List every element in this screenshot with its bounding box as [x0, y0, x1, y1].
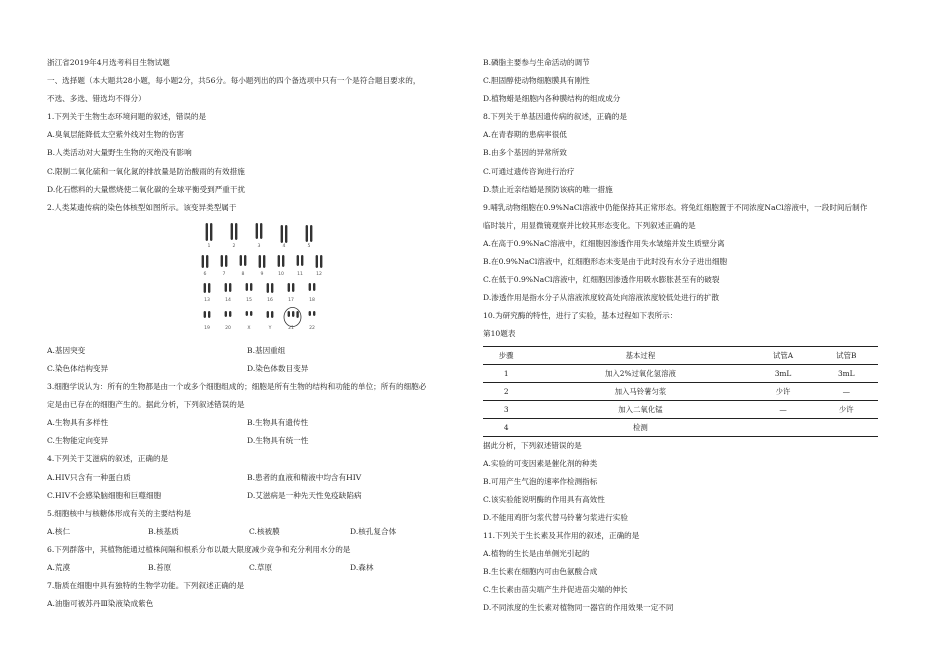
chromosome-label: 12 — [316, 271, 322, 277]
table-header: 基本过程 — [529, 346, 751, 364]
q9-stem-line-2: 临时装片，用显微镜观察并比较其形态变化。下列叙述正确的是 — [483, 220, 696, 230]
q2-option-a: A.基因突变 — [47, 345, 86, 355]
chromosome-label: Y — [268, 325, 272, 331]
chromosome — [281, 225, 283, 243]
q5-option-b: B.核基质 — [148, 526, 179, 536]
q7-stem: 7.脂质在细胞中具有独特的生物学功能。下列叙述正确的是 — [47, 581, 245, 591]
q8-option-a: A.在青春期的患病率很低 — [483, 130, 567, 140]
q4-option-c: C.HIV不会感染脑细胞和巨噬细胞 — [47, 490, 162, 500]
q3-stem-line-2: 定是由已存在的细胞产生的。据此分析，下列叙述错误的是 — [47, 400, 245, 410]
chromosome — [306, 225, 308, 242]
q11-stem: 11.下列关于生长素及其作用的叙述，正确的是 — [483, 530, 640, 540]
table-row — [483, 364, 878, 382]
chromosome-label: 4 — [282, 243, 286, 249]
chromosome-label: 3 — [257, 243, 261, 249]
q6-option-a: A.荒漠 — [47, 562, 71, 572]
chromosome — [235, 223, 237, 240]
chromosome — [208, 283, 210, 293]
chromosome — [282, 255, 284, 267]
chromosome-label: 8 — [241, 271, 245, 277]
q3-option-c: C.生物能定向变异 — [47, 436, 109, 446]
q6-stem: 6.下列群落中，其植物能通过植株间隔和根系分布以最大限度减少竞争和充分利用水分的是 — [47, 544, 351, 554]
chromosome — [250, 311, 252, 316]
chromosome-label: 9 — [260, 271, 264, 277]
q4-stem: 4.下列关于艾滋病的叙述，正确的是 — [47, 454, 169, 464]
exam-title: 浙江省2019年4月选考科目生物试题 — [47, 58, 170, 67]
chromosome — [208, 311, 210, 318]
chromosome — [263, 255, 265, 268]
chromosome — [202, 255, 204, 268]
chromosome — [221, 255, 223, 267]
q9-option-a: A.在高于0.9%NaC溶液中，红细胞因渗透作用失水皱缩并发生质壁分离 — [483, 238, 725, 248]
q4-option-b: B.患者的血液和精液中均含有HIV — [247, 472, 362, 482]
chromosome — [246, 283, 248, 291]
q1-option-c: C.限制二氧化硫和一氧化氮的排放量是防治酸雨的有效措施 — [47, 166, 245, 176]
table-cell — [752, 418, 815, 436]
chromosome — [309, 283, 311, 291]
chromosome-label: 22 — [309, 325, 315, 331]
chromosome — [204, 311, 206, 318]
q5-option-a: A.核仁 — [47, 526, 71, 536]
chromosome-label: 7 — [222, 271, 226, 277]
q5-option-d: D.核孔复合体 — [350, 526, 397, 536]
table-cell: 加入2%过氧化氢溶液 — [529, 364, 751, 382]
chromosome-label: 2 — [232, 243, 236, 249]
q1-option-a: A.臭氧层能降低太空紫外线对生物的伤害 — [47, 130, 184, 140]
q11-option-d: D.不同浓度的生长素对植物同一器官的作用效果一定不同 — [483, 603, 674, 613]
q10-table-caption: 第10题表 — [483, 329, 516, 339]
q6-option-d: D.森林 — [350, 562, 374, 572]
table-cell: 4 — [483, 418, 529, 436]
chromosome-label: 6 — [203, 271, 207, 277]
chromosome — [225, 311, 227, 317]
chromosome — [271, 283, 273, 293]
q11-option-b: B.生长素在细胞内可由色氨酸合成 — [483, 567, 598, 577]
chromosome — [301, 255, 303, 266]
chromosome — [278, 255, 280, 267]
q6-option-c: C.草原 — [249, 562, 273, 572]
chromosome — [210, 223, 212, 241]
table-header: 试管A — [752, 346, 815, 364]
chromosome — [316, 255, 318, 268]
table-cell: 3mL — [752, 364, 815, 382]
chromosome — [256, 223, 258, 239]
right-column — [483, 54, 885, 617]
table-cell: 少许 — [815, 400, 878, 418]
karyotype-figure — [197, 219, 327, 339]
q10-option-c: C.该实验能说明酶的作用具有高效性 — [483, 494, 605, 504]
q10-option-d: D.不能用鸡肝匀浆代替马铃薯匀浆进行实验 — [483, 512, 628, 522]
q10-option-a: A.实验的可变因素是催化剂的种类 — [483, 458, 598, 468]
instructions-line-2: 不选、多选、错选均不得分） — [47, 94, 146, 104]
karyotype-image — [197, 219, 327, 339]
chromosome-label: 21 — [288, 325, 294, 331]
table-cell: — — [815, 382, 878, 400]
q7-option-b: B.磷脂主要参与生命活动的调节 — [483, 58, 590, 67]
q9-option-b: B.在0.9%NaCl溶液中，红细胞形态未变是由于此时没有水分子进出细胞 — [483, 257, 728, 267]
table-row — [483, 418, 878, 436]
q11-option-a: A.植物的生长是由单侧光引起的 — [483, 549, 590, 559]
q2-stem: 2.人类某遗传病的染色体核型如图所示。该变异类型属于 — [47, 202, 237, 212]
table-header: 步骤 — [483, 346, 529, 364]
chromosome-label: 15 — [246, 297, 252, 303]
chromosome — [267, 283, 269, 293]
q7-option-c: C.胆固醇使动物细胞膜具有刚性 — [483, 76, 590, 86]
table-cell: 少许 — [752, 382, 815, 400]
chromosome — [250, 283, 252, 291]
q10-option-b: B.可用产生气泡的速率作检测指标 — [483, 476, 598, 486]
q2-option-c: C.染色体结构变异 — [47, 363, 109, 373]
chromosome — [240, 255, 242, 266]
chromosome — [288, 283, 290, 292]
chromosome — [229, 283, 231, 292]
q3-option-d: D.生物具有统一性 — [247, 436, 309, 446]
q1-stem: 1.下列关于生物生态环境问题的叙述，错误的是 — [47, 112, 207, 122]
chromosome — [313, 311, 315, 316]
chromosome-label: 16 — [267, 297, 273, 303]
q9-option-c: C.在低于0.9%NaCl溶液中，红细胞因渗透作用吸水膨胀甚至有的破裂 — [483, 275, 720, 285]
chromosome — [288, 311, 290, 317]
table-cell: 检测 — [529, 418, 751, 436]
q9-stem-line-1: 9.哺乳动物细胞在0.9%NaCl溶液中仍能保持其正常形态。将兔红细胞置于不同浓度NaCl溶液中，一段时间后制作 — [483, 202, 868, 212]
chromosome-label: 10 — [278, 271, 284, 277]
chromosome — [204, 283, 206, 293]
table-cell: 3mL — [815, 364, 878, 382]
q8-stem: 8.下列关于单基因遗传病的叙述，正确的是 — [483, 112, 627, 122]
chromosome — [259, 255, 261, 268]
table-header-row — [483, 346, 878, 364]
q11-option-c: C.生长素由苗尖端产生并促进苗尖端的伸长 — [483, 585, 628, 595]
chromosome — [285, 225, 287, 243]
chromosome-label: 11 — [297, 271, 303, 277]
table-header: 试管B — [815, 346, 878, 364]
chromosome-label: 14 — [225, 297, 231, 303]
chromosome-label: 1 — [207, 243, 211, 249]
q4-option-a: A.HIV只含有一种蛋白质 — [47, 472, 131, 482]
left-column — [47, 54, 465, 613]
q2-option-b: B.基因重组 — [247, 345, 286, 355]
chromosome-label: 5 — [307, 243, 311, 249]
chromosome — [260, 223, 262, 239]
chromosome — [206, 223, 208, 241]
q8-option-d: D.禁止近亲结婚是预防该病的唯一措施 — [483, 184, 613, 194]
q2-option-d: D.染色体数目变异 — [247, 363, 309, 373]
chromosome-label: X — [247, 325, 251, 331]
table-cell: 2 — [483, 382, 529, 400]
q9-option-d: D.渗透作用是指水分子从溶液浓度较高处向溶液浓度较低处进行的扩散 — [483, 293, 720, 303]
q7-option-a: A.油脂可被苏丹Ⅲ染液染成紫色 — [47, 599, 154, 609]
q1-option-b: B.人类活动对大量野生生物的灭绝没有影响 — [47, 148, 192, 158]
chromosome — [225, 283, 227, 292]
q5-option-c: C.核被膜 — [249, 526, 280, 536]
q5-stem: 5.细胞核中与核糖体形成有关的主要结构是 — [47, 508, 191, 518]
q4-option-d: D.艾滋病是一种先天性免疫缺陷病 — [247, 490, 362, 500]
table-cell: 加入二氧化锰 — [529, 400, 751, 418]
chromosome — [229, 311, 231, 317]
q7-option-d: D.植物蜡是细胞内各种膜结构的组成成分 — [483, 94, 621, 104]
q10-stem: 10.为研究酶的特性，进行了实验，基本过程如下表所示： — [483, 311, 678, 321]
chromosome-label: 17 — [288, 297, 294, 303]
table-row — [483, 400, 878, 418]
chromosome-label: 13 — [204, 297, 210, 303]
table-cell — [815, 418, 878, 436]
instructions-line-1: 一、选择题（本大题共28小题，每小题2分，共56分。每小题列出的四个备选项中只有一个是符合题目要求的， — [47, 76, 421, 86]
chromosome — [246, 311, 248, 316]
chromosome-label: 20 — [225, 325, 231, 331]
q6-option-b: B.苔原 — [148, 562, 172, 572]
table-cell: — — [752, 400, 815, 418]
q10-table — [483, 346, 878, 437]
chromosome — [313, 283, 315, 291]
q10-after-table: 据此分析，下列叙述错误的是 — [483, 440, 582, 450]
chromosome-label: 19 — [204, 325, 210, 331]
chromosome — [231, 223, 233, 240]
chromosome — [271, 311, 273, 318]
chromosome — [267, 311, 269, 318]
q8-option-b: B.由多个基因的异常所致 — [483, 148, 567, 158]
chromosome — [297, 255, 299, 266]
chromosome — [292, 283, 294, 292]
q1-option-d: D.化石燃料的大量燃烧使二氧化碳的全球平衡受到严重干扰 — [47, 184, 246, 194]
table-row — [483, 382, 878, 400]
table-cell: 1 — [483, 364, 529, 382]
chromosome — [225, 255, 227, 267]
chromosome — [320, 255, 322, 268]
table-cell: 加入马铃薯匀浆 — [529, 382, 751, 400]
table-cell: 3 — [483, 400, 529, 418]
q3-option-a: A.生物具有多样性 — [47, 418, 109, 428]
q3-stem-line-1: 3.细胞学说认为：所有的生物都是由一个或多个细胞组成的；细胞是所有生物的结构和功能的单位；所有的细胞必 — [47, 382, 427, 392]
q8-option-c: C.可通过遗传咨询进行治疗 — [483, 166, 575, 176]
chromosome-label: 18 — [309, 297, 315, 303]
chromosome — [309, 311, 311, 316]
chromosome — [244, 255, 246, 266]
chromosome — [206, 255, 208, 268]
chromosome — [296, 311, 298, 318]
chromosome — [310, 225, 312, 242]
q3-option-b: B.生物具有遗传性 — [247, 418, 309, 428]
chromosome — [292, 311, 294, 317]
